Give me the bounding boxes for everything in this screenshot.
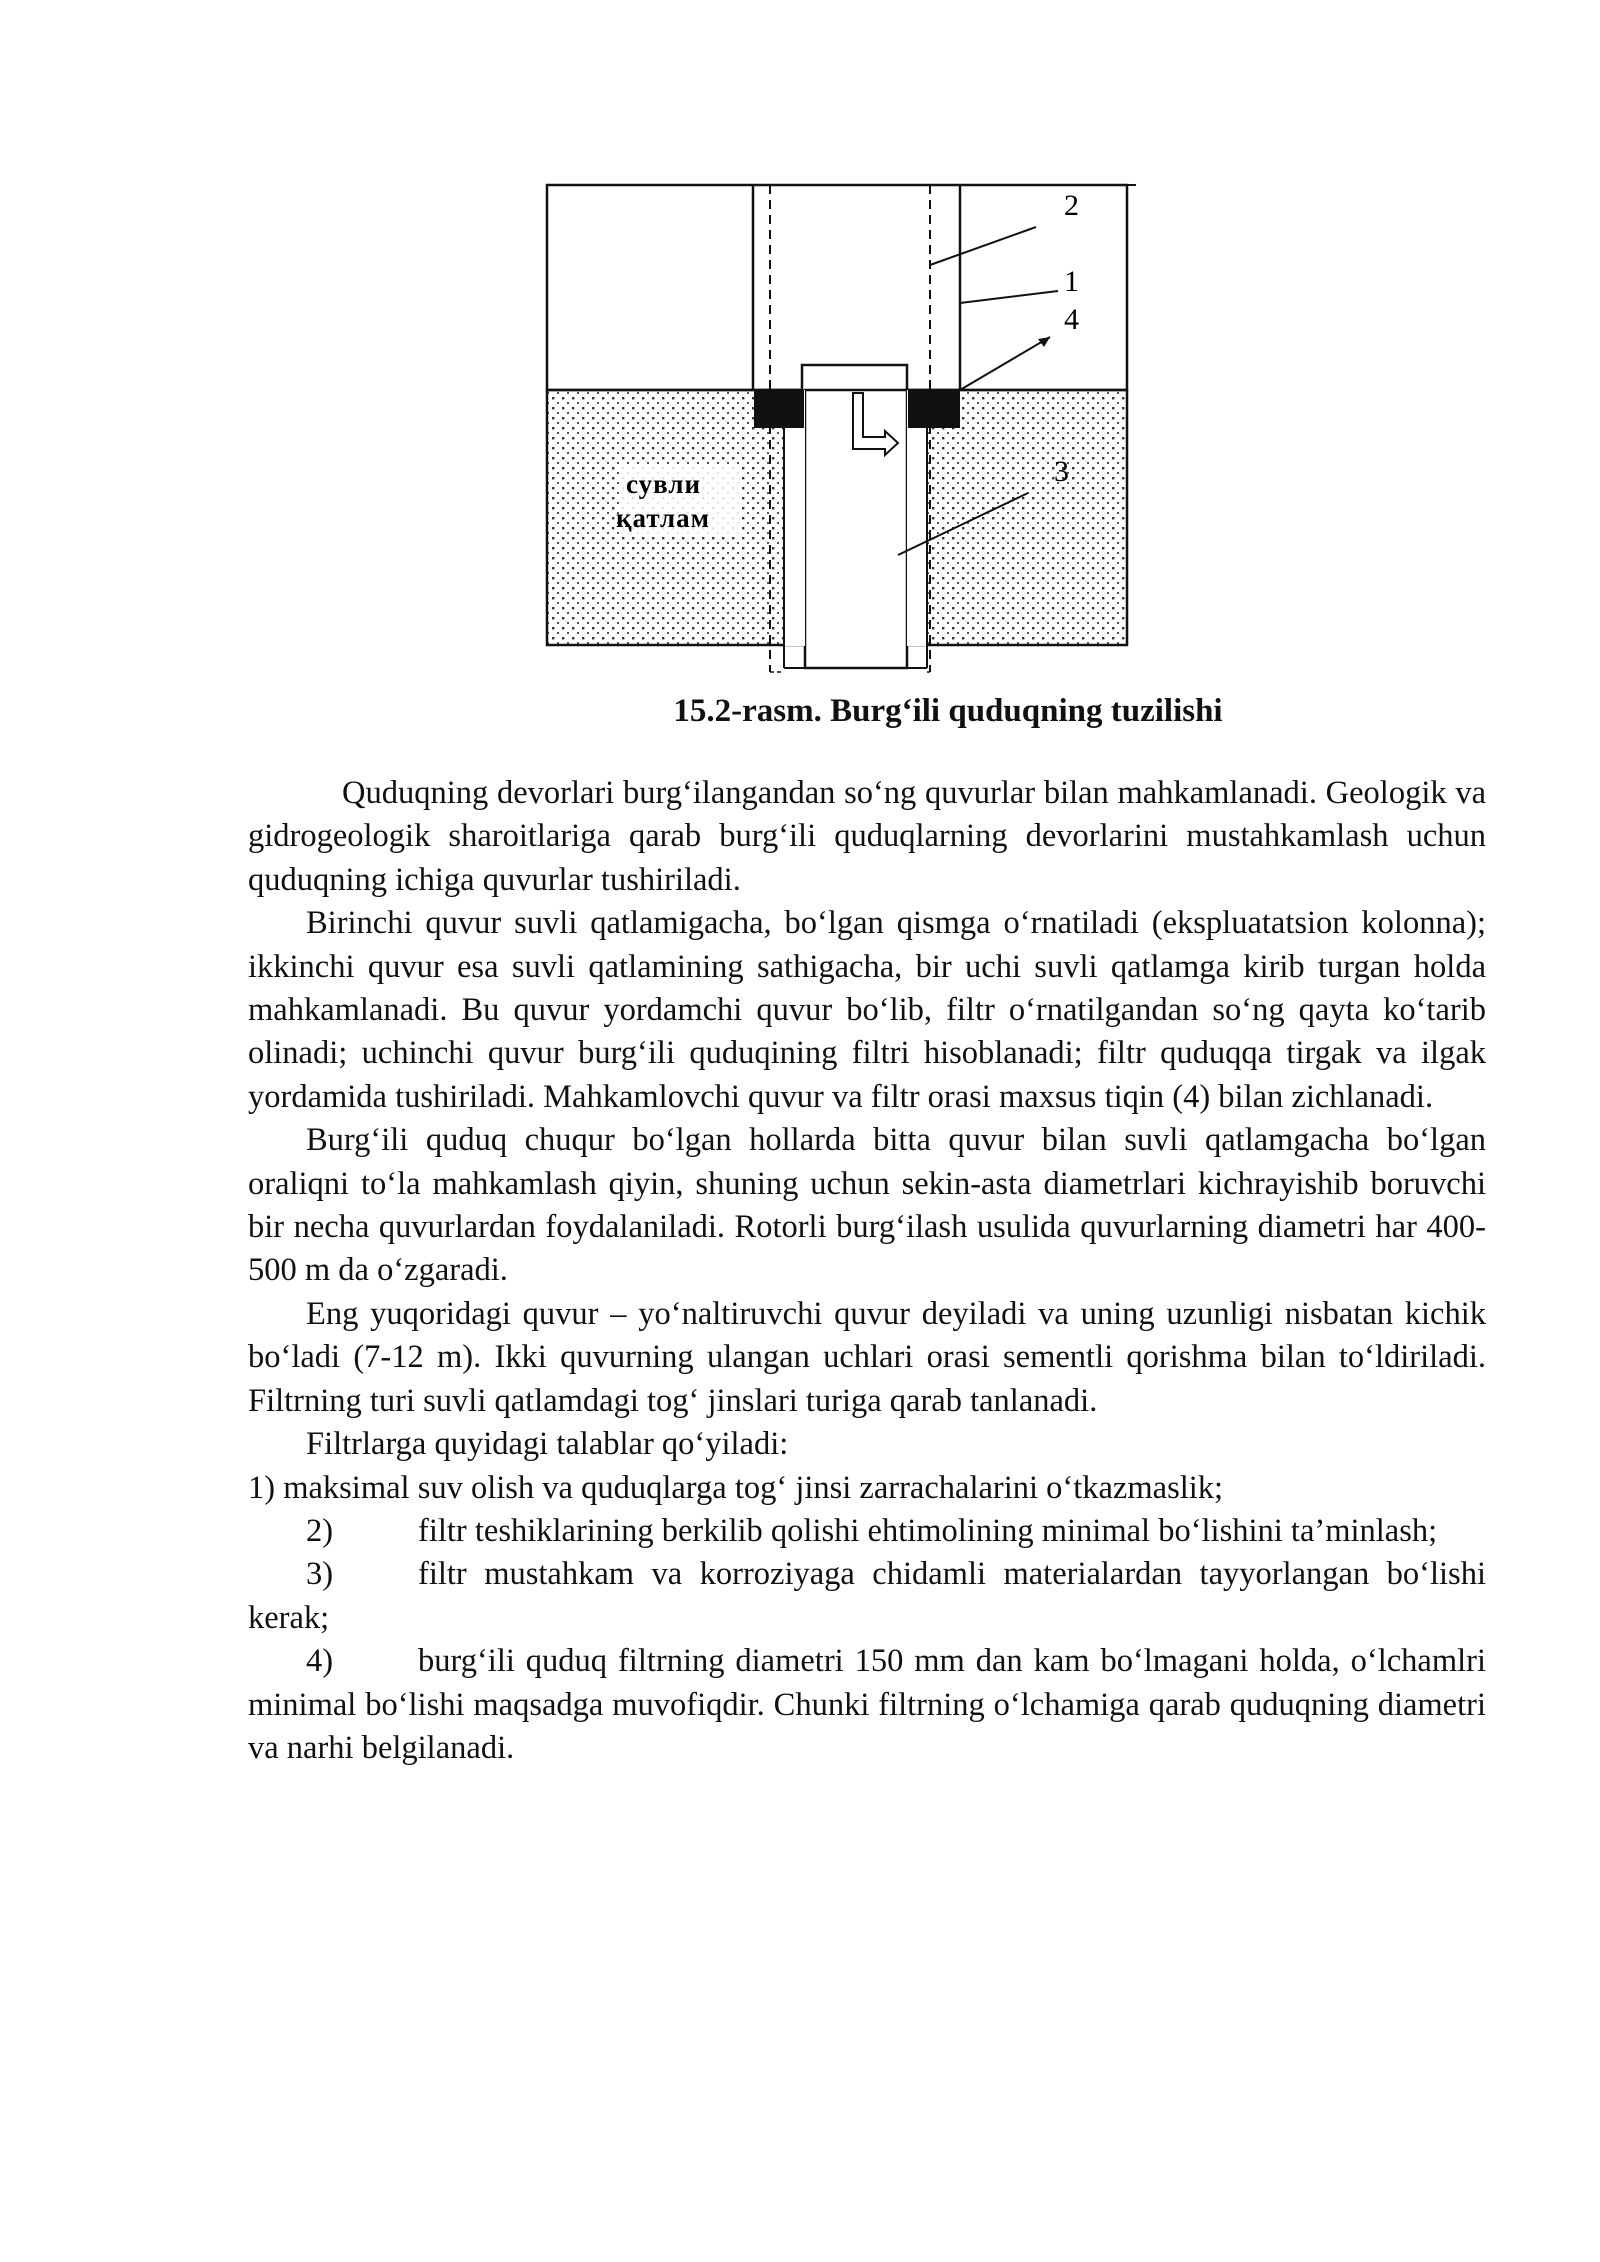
soil-upper (547, 185, 1127, 390)
seal-plug-right (908, 390, 960, 428)
list-number: 2) (306, 1512, 334, 1549)
list-item (248, 1467, 1486, 1510)
seal-plug-left (754, 390, 804, 428)
figure-caption: 15.2-rasm. Burg‘ili quduqning tuzilishi (673, 693, 1223, 729)
list-number: 1) (248, 1469, 276, 1506)
aquifer-label-line1: сувли (626, 469, 702, 499)
well-diagram (520, 175, 1140, 680)
list-text: filtr teshiklarining berkilib qolishi ehtimolining minimal bo‘lishini ta’minlash; (418, 1512, 1438, 1549)
label-1: 1 (1064, 265, 1079, 298)
aquifer-label-line2: қатлам (616, 503, 710, 533)
leader-line-4 (960, 337, 1050, 390)
list-number: 3) (306, 1556, 334, 1593)
paragraph: Quduqning devorlari burg‘ilangandan so‘ng quvurlar bilan mahkamlanadi. Geologik va gidrogeologik sharoitlariga qarab burg‘ili quduqlarning devorlarini mustahkamlash uchun quduqning ichiga quvurlar tushiriladi. (248, 775, 1486, 898)
label-4: 4 (1064, 303, 1079, 336)
body-text (248, 772, 1486, 1770)
list-number: 4) (306, 1643, 334, 1680)
paragraph: Birinchi quvur suvli qatlamigacha, bo‘lgan qismga o‘rnatiladi (ekspluatatsion kolonna); ikkinchi quvur esa suvli qatlamining sathigacha, bir uchi suvli qatlamga kirib turgan holda mahkamlanadi. Bu quvur yordamchi quvur bo‘lib, filtr o‘rnatilgandan so‘ng qayta ko‘tarib olinadi; uchinchi quvur burg‘ili quduqining filtri hisoblanadi; filtr quduqqa tirgak va ilgak yordamida tushiriladi. Mahkamlovchi quvur va filtr orasi maxsus tiqin (4) bilan zichlanadi. (248, 905, 1486, 1115)
list-item (248, 1553, 1486, 1640)
paragraph: Eng yuqoridagi quvur – yo‘naltiruvchi quvur deyiladi va uning uzunligi nisbatan kichik bo‘ladi (7-12 m). Ikki quvurning ulangan uchlari orasi sementli qorishma bilan to‘ldiriladi. Filtrning turi suvli qatlamdagi tog‘ jinslari turiga qarab tanlanadi. (248, 1295, 1486, 1419)
list-text: filtr mustahkam va korroziyaga chidamli materialardan tayyorlangan bo‘lishi kerak; (248, 1556, 1486, 1636)
well-diagram-svg (520, 175, 1140, 680)
list-item (248, 1640, 1486, 1770)
list-text: maksimal suv olish va quduqlarga tog‘ jinsi zarrachalarini o‘tkazmaslik; (283, 1469, 1224, 1506)
paragraph: Burg‘ili quduq chuqur bo‘lgan hollarda bitta quvur bilan suvli qatlamgacha bo‘lgan oraliqni to‘la mahkamlash qiyin, shuning uchun sekin-asta diametrlari kichrayishib boruvchi bir necha quvurlardan foydalaniladi. Rotorli burg‘ilash usulida quvurlarning diametri har 400-500 m da o‘zgaradi. (248, 1122, 1486, 1289)
list-text: burg‘ili quduq filtrning diametri 150 mm dan kam bo‘lmagani holda, o‘lchamlri minimal bo‘lishi maqsadga muvofiqdir. Chunki filtrning o‘lchamiga qarab quduqning diametri va narhi belgilanadi. (248, 1643, 1486, 1766)
list-item (248, 1510, 1486, 1553)
filter-pipe-top (802, 365, 907, 391)
leader-line-1 (960, 291, 1058, 303)
label-2: 2 (1064, 189, 1079, 222)
paragraph: Filtrlarga quyidagi talablar qo‘yiladi: (306, 1426, 789, 1463)
leader-line-2 (930, 227, 1036, 265)
label-3: 3 (1054, 455, 1069, 488)
